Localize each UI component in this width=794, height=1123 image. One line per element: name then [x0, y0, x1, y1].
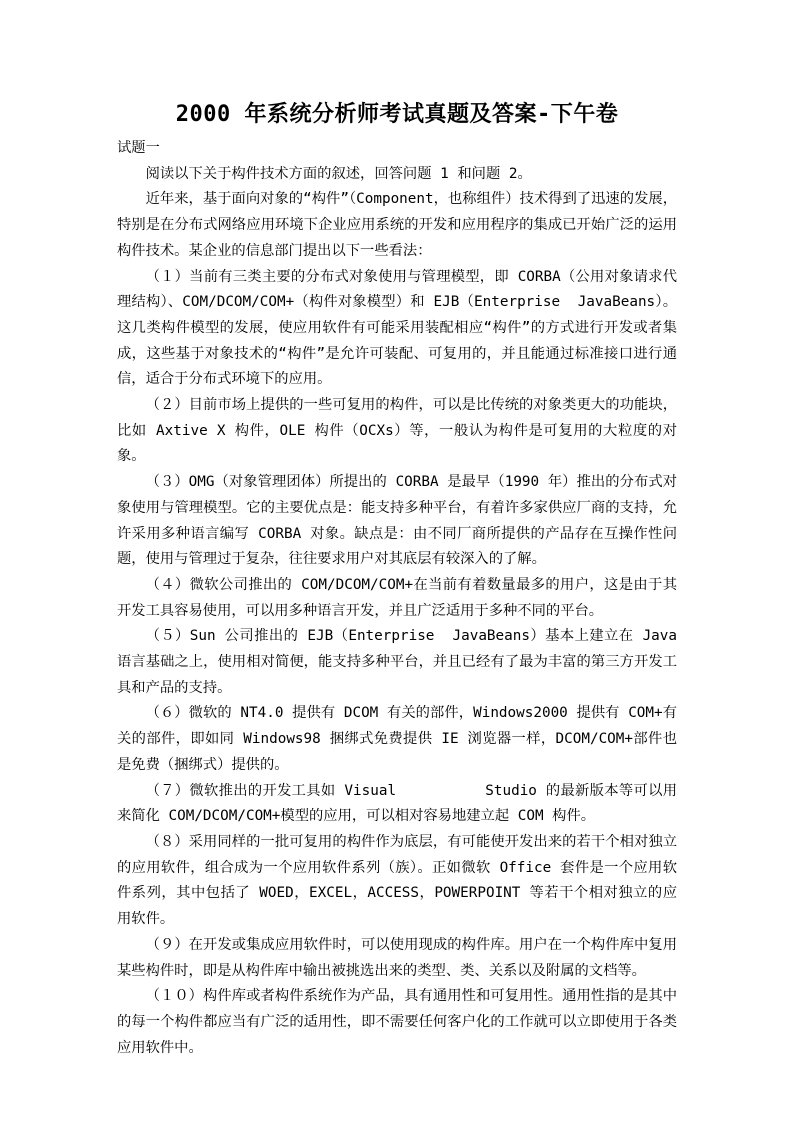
paragraph-background: 近年来，基于面向对象的“构件”（Component，也称组件）技术得到了迅速的发展，特别是在分布式网络应用环境下企业应用系统的开发和应用程序的集成已开始广泛的运用构件技术。某企业的信息部门提出以下一些看法： [117, 191, 677, 259]
document-body [117, 136, 677, 1061]
paragraph-instruction: 阅读以下关于构件技术方面的叙述，回答问题 1 和问题 2。 [145, 165, 532, 182]
paragraph-item-6: （６）微软的 NT4.0 提供有 DCOM 有关的部件，Windows2000 提供有 COM+有关的部件，即如同 Windows98 捆绑式免费提供 IE 浏览器一样，DCOM/COM+部件也是免费（捆绑式）提供的。 [117, 705, 677, 773]
paragraph-item-2: （２）目前市场上提供的一些可复用的构件，可以是比传统的对象类更大的功能块，比如 Axtive X 构件，OLE 构件（OCXs）等，一般认为构件是可复用的大粒度的对象。 [117, 397, 677, 465]
paragraph-item-10: （１０）构件库或者构件系统作为产品，具有通用性和可复用性。通用性指的是其中的每一个构件都应当有广泛的适用性，即不需要任何客户化的工作就可以立即使用于各类应用软件中。 [117, 988, 677, 1056]
paragraph-item-3: （３）OMG（对象管理团体）所提出的 CORBA 是最早（1990 年）推出的分布式对象使用与管理模型。它的主要优点是：能支持多种平台，有着许多家供应厂商的支持，允许采用多种语言编写 CORBA 对象。缺点是：由不同厂商所提供的产品存在互操作性问题，使用与管理过于复杂，往往要求用户对其底层有较深入的了解。 [117, 474, 677, 568]
paragraph-item-4: （４）微软公司推出的 COM/DCOM/COM+在当前有着数量最多的用户，这是由于其开发工具容易使用，可以用多种语言开发，并且广泛适用于多种不同的平台。 [117, 576, 677, 619]
paragraph-item-8: （８）采用同样的一批可复用的构件作为底层，有可能使开发出来的若干个相对独立的应用软件，组合成为一个应用软件系列（族）。正如微软 Office 套件是一个应用软件系列，其中包括了 WOED，EXCEL，ACCESS，POWERPOINT 等若干个相对独立的应用软件。 [117, 833, 677, 928]
section-heading: 试题一 [117, 140, 160, 156]
paragraph-item-1: （１）当前有三类主要的分布式对象使用与管理模型，即 CORBA（公用对象请求代理结构）、COM/DCOM/COM+（构件对象模型）和 EJB（Enterprise JavaBeans）。这几类构件模型的发展，使应用软件有可能采用装配相应“构件”的方式进行开发或者集成，这些基于对象技术的“构件”是允许可装配、可复用的，并且能通过标准接口进行通信，适合于分布式环境下的应用。 [117, 268, 677, 388]
page-title: 2000 年系统分析师考试真题及答案-下午卷 [175, 102, 619, 127]
paragraph-item-5: （５）Sun 公司推出的 EJB（Enterprise JavaBeans）基本上建立在 Java 语言基础之上，使用相对简便，能支持多种平台，并且已经有了最为丰富的第三方开发工具和产品的支持。 [117, 628, 677, 696]
paragraph-item-7: （７）微软推出的开发工具如 Visual Studio 的最新版本等可以用来简化 COM/DCOM/COM+模型的应用，可以相对容易地建立起 COM 构件。 [117, 782, 677, 825]
paragraph-item-9: （９）在开发或集成应用软件时，可以使用现成的构件库。用户在一个构件库中复用某些构件时，即是从构件库中输出被挑选出来的类型、类、关系以及附属的文档等。 [117, 936, 677, 979]
